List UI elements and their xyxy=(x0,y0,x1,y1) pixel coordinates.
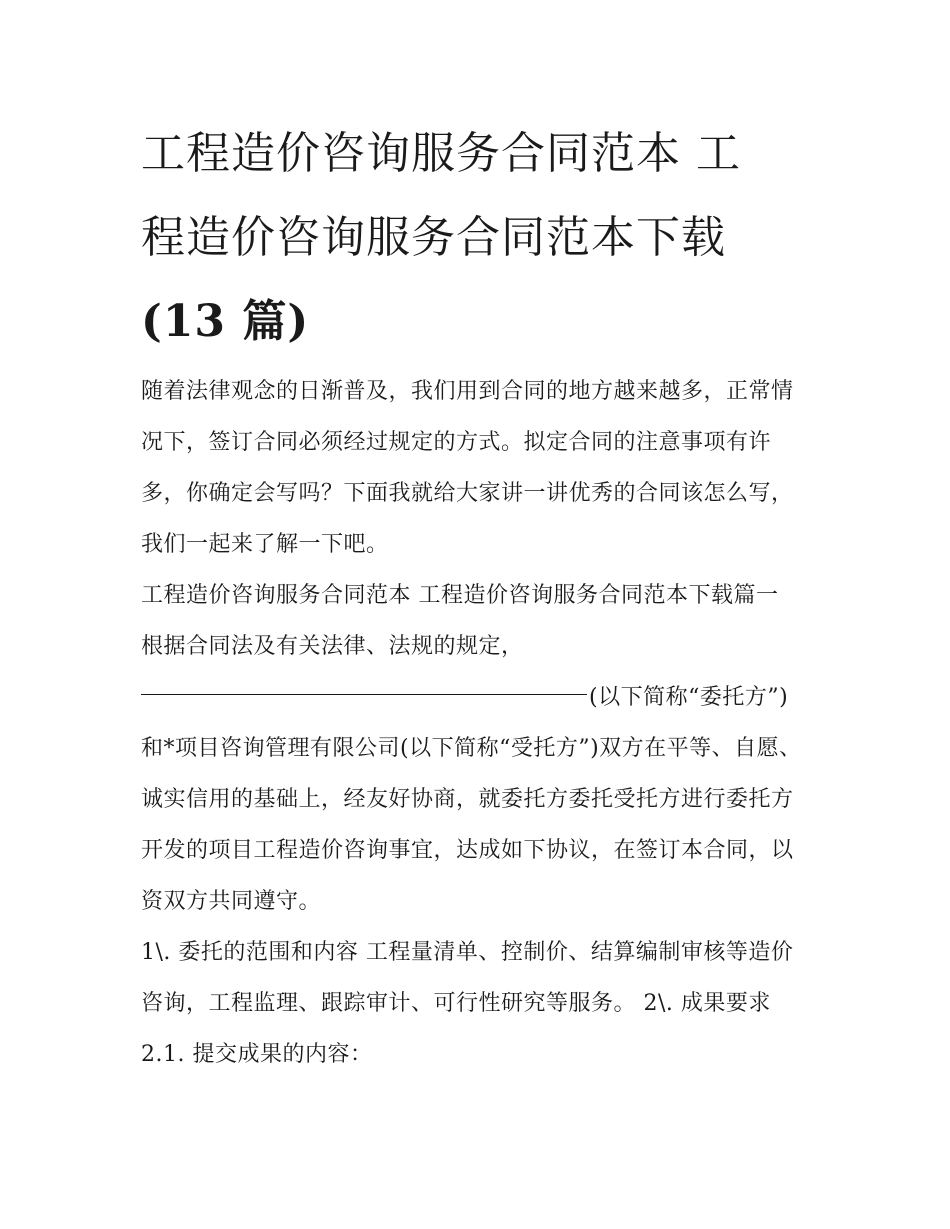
title-line-1: 工程造价咨询服务合同范本 工 xyxy=(141,128,741,179)
section-heading: 工程造价咨询服务合同范本 工程造价咨询服务合同范本下载篇一 xyxy=(141,583,779,608)
document-body xyxy=(141,112,813,1080)
title-line-2: 程造价咨询服务合同范本下载 xyxy=(141,212,726,263)
intro-paragraph: 随着法律观念的日渐普及，我们用到合同的地方越来越多，正常情况下，签订合同必须经过规定的方式。拟定合同的注意事项有许多，你确定会写吗？下面我就给大家讲一讲优秀的合同该怎么写，我们一起来了解一下吧。 xyxy=(141,379,794,557)
party-a-blank xyxy=(141,694,587,695)
title-line-3: (13 篇) xyxy=(141,296,310,347)
party-a-suffix: (以下简称“委托方”) xyxy=(589,685,789,710)
basis-paragraph: 根据合同法及有关法律、法规的规定， xyxy=(141,634,524,659)
party-a-line xyxy=(141,672,813,723)
clause-paragraph: 1\. 委托的范围和内容 工程量清单、控制价、结算编制审核等造价咨询，工程监理、跟踪审计、可行性研究等服务。 2\. 成果要求 2.1. 提交成果的内容： xyxy=(141,940,794,1067)
document-title xyxy=(141,112,813,364)
agreement-paragraph: 和*项目咨询管理有限公司(以下简称“受托方”)双方在平等、自愿、诚实信用的基础上，经友好协商，就委托方委托受托方进行委托方开发的项目工程造价咨询事宜，达成如下协议，在签订本合同，以资双方共同遵守。 xyxy=(141,736,802,914)
